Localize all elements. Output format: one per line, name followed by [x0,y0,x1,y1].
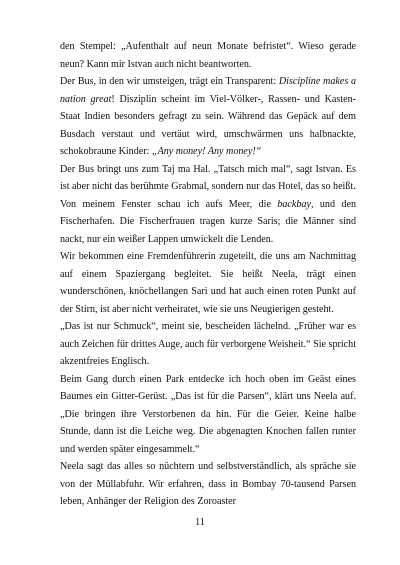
paragraph [60,196,356,249]
paragraph-text: Der Bus, in den wir umsteigen, trägt ein Transparent: [60,76,279,87]
paragraph [60,38,356,73]
paragraph-text: , und den Fischerhafen. Die Fischerfrauen tragen kurze Saris; die Männer sind nackt, nur ein weißer Lappen umwickelt die Lenden. [60,198,356,245]
page-number: 11 [195,517,205,528]
paragraph [60,161,356,196]
paragraph [60,73,356,161]
paragraph-text: Der Bus bringt uns zum Taj ma Hal. „Tatsch mich mal“, sagt Istvan. Es ist aber nicht das berühmte Grabmal, sondern nur das Hotel, das so heißt. [60,163,356,192]
paragraph-text: den Stempel: „Aufenthalt auf neun Monate befristet“. Wieso gerade neun? Kann mir Istvan auch nicht beantworten. [60,41,356,70]
paragraph-text: ! Disziplin scheint im Viel-Völker-, Rassen- und Kasten-Staat Indien besonders gefragt zu sein. Während das Gepäck auf dem Busdach verstaut und vertäut wird, umschwärmen uns halbnackte, schokobraune Kinder: [60,93,356,157]
paragraph-text: Wir bekommen eine Fremdenführerin zugeteilt, die uns am Nachmittag auf einem Spaziergang begleitet. Sie heißt Neela, trägt einen wunderschönen, knöchellangen Sari und hat auch einen roten Punkt auf der Stirn, ist aber nicht verheiratet, wie sie uns Neugierigen gesteht. [60,251,356,315]
italic-phrase: Discipline makes a nation great [60,76,357,105]
page-body [60,38,356,511]
paragraph-text: Neela sagt das alles so nüchtern und selbstverständlich, als spräche sie von der Müllabfuhr. Wir erfahren, dass in Bombay 70-tausend Parsen leben, Anhänger der Religion des Zoroaster [60,461,356,507]
paragraph-text: Beim Gang durch einen Park entdecke ich hoch oben im Geäst eines Baumes ein Gitter-Gerüst. „Das ist für die Parsen“, klärt uns Neela auf. „Die bringen ihre Verstorbenen da hin. Für die Geier. Keine halbe Stunde, dann ist die Leiche weg. Die abgenagten Knochen fallen runter und werden später eingesammelt.“ [60,373,356,455]
paragraph-text: Von meinem Fenster schau ich aufs Meer, die [60,198,278,210]
paragraph-text: „Das ist nur Schmuck“, meint sie, bescheiden lächelnd. „Früher war es auch Zeichen für drittes Auge, auch für verborgene Weisheit.“ Sie spricht akzentfreies Englisch. [60,321,356,367]
italic-phrase: backbay [277,198,311,210]
paragraph [60,248,356,318]
paragraph [60,318,356,371]
paragraph [60,458,356,511]
italic-phrase: „Any money! Any money!“ [151,146,262,157]
paragraph [60,371,356,459]
